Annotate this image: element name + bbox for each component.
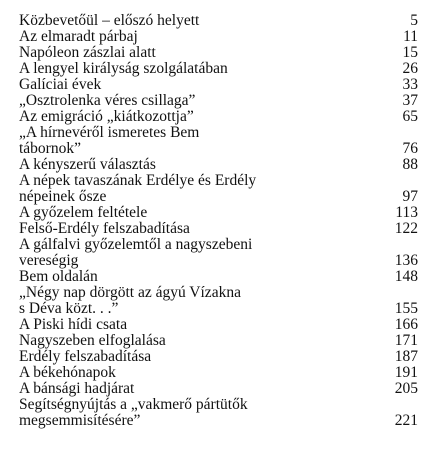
toc-entry-title: Galíciai évek [19,76,102,93]
toc-entry-title: A népek tavaszának Erdélye és Erdély népeinek ősze [19,172,257,205]
toc-entry [19,365,418,381]
toc-entry-page: 65 [402,108,418,125]
toc-entry [19,237,418,269]
toc-entry-title: A Piski hídi csata [19,316,128,333]
toc-entry-title: A kényszerű választás [19,156,156,173]
toc-entry [19,205,418,221]
toc-entry-page: 221 [394,412,418,429]
table-of-contents [19,13,418,429]
toc-entry-page: 191 [394,364,418,381]
toc-entry [19,173,418,205]
toc-entry-title: Nagyszeben elfoglalása [19,332,166,349]
toc-entry-title: Napóleon zászlai alatt [19,44,156,61]
toc-entry-page: 33 [402,76,418,93]
toc-entry-page: 166 [394,316,418,333]
toc-entry-page: 171 [394,332,418,349]
toc-entry [19,381,418,397]
toc-entry-page: 97 [402,188,418,205]
toc-entry [19,125,418,157]
toc-entry-page: 26 [402,60,418,77]
toc-entry-title: Az emigráció „kiátkozottja” [19,108,194,125]
toc-entry-title: A bánsági hadjárat [19,380,135,397]
toc-entry [19,77,418,93]
toc-entry [19,349,418,365]
toc-entry-page: 5 [410,12,418,29]
toc-entry [19,269,418,285]
toc-entry [19,109,418,125]
toc-entry-title: A győzelem feltétele [19,204,148,221]
toc-entry [19,93,418,109]
toc-entry-page: 205 [394,380,418,397]
toc-entry-page: 113 [395,204,418,221]
toc-entry [19,317,418,333]
toc-entry-page: 122 [394,220,418,237]
toc-entry-title: Közbevetőül – előszó helyett [19,12,200,29]
toc-entry-title: „Négy nap dörgött az ágyú Vízakna s Déva közt. . .” [19,284,241,317]
toc-entry [19,61,418,77]
toc-entry [19,397,418,429]
toc-entry-title: Segítségnyújtás a „vakmerő pártütők megsemmisítésére” [19,396,248,429]
toc-entry [19,221,418,237]
toc-entry-page: 136 [394,252,418,269]
toc-entry-title: Az elmaradt párbaj [19,28,138,45]
toc-entry-page: 148 [394,268,418,285]
toc-entry [19,45,418,61]
toc-entry-title: A gálfalvi győzelemtől a nagyszebeni vereségig [19,236,253,269]
toc-entry [19,157,418,173]
toc-entry-page: 88 [402,156,418,173]
toc-entry-title: Felső-Erdély felszabadítása [19,220,190,237]
toc-entry-page: 11 [403,28,418,45]
toc-entry-title: Erdély felszabadítása [19,348,152,365]
toc-entry-page: 37 [402,92,418,109]
toc-entry-title: „Osztrolenka véres csillaga” [19,92,196,109]
toc-entry-title: „A hírnevéről ismeretes Bem tábornok” [19,124,200,157]
toc-entry-page: 187 [394,348,418,365]
toc-entry [19,29,418,45]
toc-entry-title: A békehónapok [19,364,116,381]
toc-entry-title: Bem oldalán [19,268,98,285]
toc-entry [19,13,418,29]
toc-entry [19,333,418,349]
toc-entry [19,285,418,317]
toc-entry-title: A lengyel királyság szolgálatában [19,60,228,77]
toc-entry-page: 15 [402,44,418,61]
toc-entry-page: 76 [402,140,418,157]
toc-entry-page: 155 [394,300,418,317]
